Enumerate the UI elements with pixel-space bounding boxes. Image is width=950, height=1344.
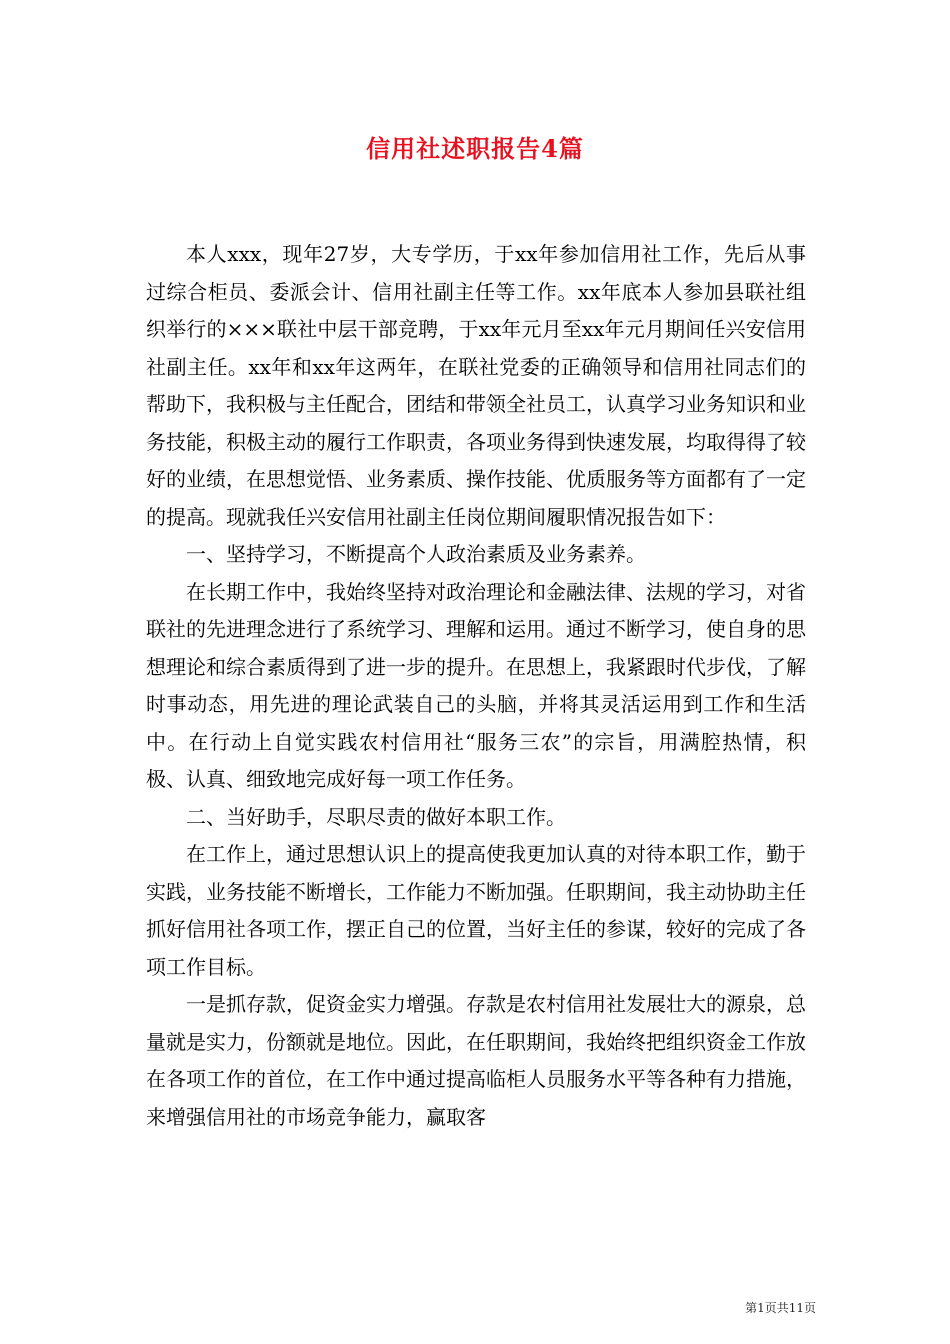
section-heading-1: 一、坚持学习，不断提高个人政治素质及业务素养。 (186, 542, 646, 566)
page-number: 第1页共11页 (745, 1301, 816, 1315)
document-body (146, 236, 806, 1136)
paragraph-study: 在长期工作中，我始终坚持对政治理论和金融法律、法规的学习，对省联社的先进理念进行了系统学习、理解和运用。通过不断学习，使自身的思想理论和综合素质得到了进一步的提升。在思想上，我紧跟时代步伐，了解时事动态，用先进的理论武装自己的头脑，并将其灵活运用到工作和生活中。在行动上自觉实践农村信用社“服务三农”的宗旨，用满腔热情，积极、认真、细致地完成好每一项工作任务。 (146, 579, 806, 791)
paragraph-duty: 在工作上，通过思想认识上的提高使我更加认真的对待本职工作，勤于实践，业务技能不断增长，工作能力不断加强。任职期间，我主动协助主任抓好信用社各项工作，摆正自己的位置，当好主任的参谋，较好的完成了各项工作目标。 (146, 842, 806, 979)
paragraph-intro: 本人xxx，现年27岁，大专学历，于xx年参加信用社工作，先后从事过综合柜员、委派会计、信用社副主任等工作。xx年底本人参加县联社组织举行的×××联社中层干部竞聘，于xx年元月至xx年元月期间任兴安信用社副主任。xx年和xx年这两年，在联社党委的正确领导和信用社同志们的帮助下，我积极与主任配合，团结和带领全社员工，认真学习业务知识和业务技能，积极主动的履行工作职责，各项业务得到快速发展，均取得得了较好的业绩，在思想觉悟、业务素质、操作技能、优质服务等方面都有了一定的提高。现就我任兴安信用社副主任岗位期间履职情况报告如下： (146, 242, 806, 529)
document-title: 信用社述职报告4篇 (366, 134, 584, 163)
section-heading-2: 二、当好助手，尽职尽责的做好本职工作。 (186, 804, 566, 829)
paragraph-deposits: 一是抓存款，促资金实力增强。存款是农村信用社发展壮大的源泉，总量就是实力，份额就是地位。因此，在任职期间，我始终把组织资金工作放在各项工作的首位，在工作中通过提高临柜人员服务水平等各种有力措施，来增强信用社的市场竞争能力，赢取客 (146, 992, 806, 1129)
